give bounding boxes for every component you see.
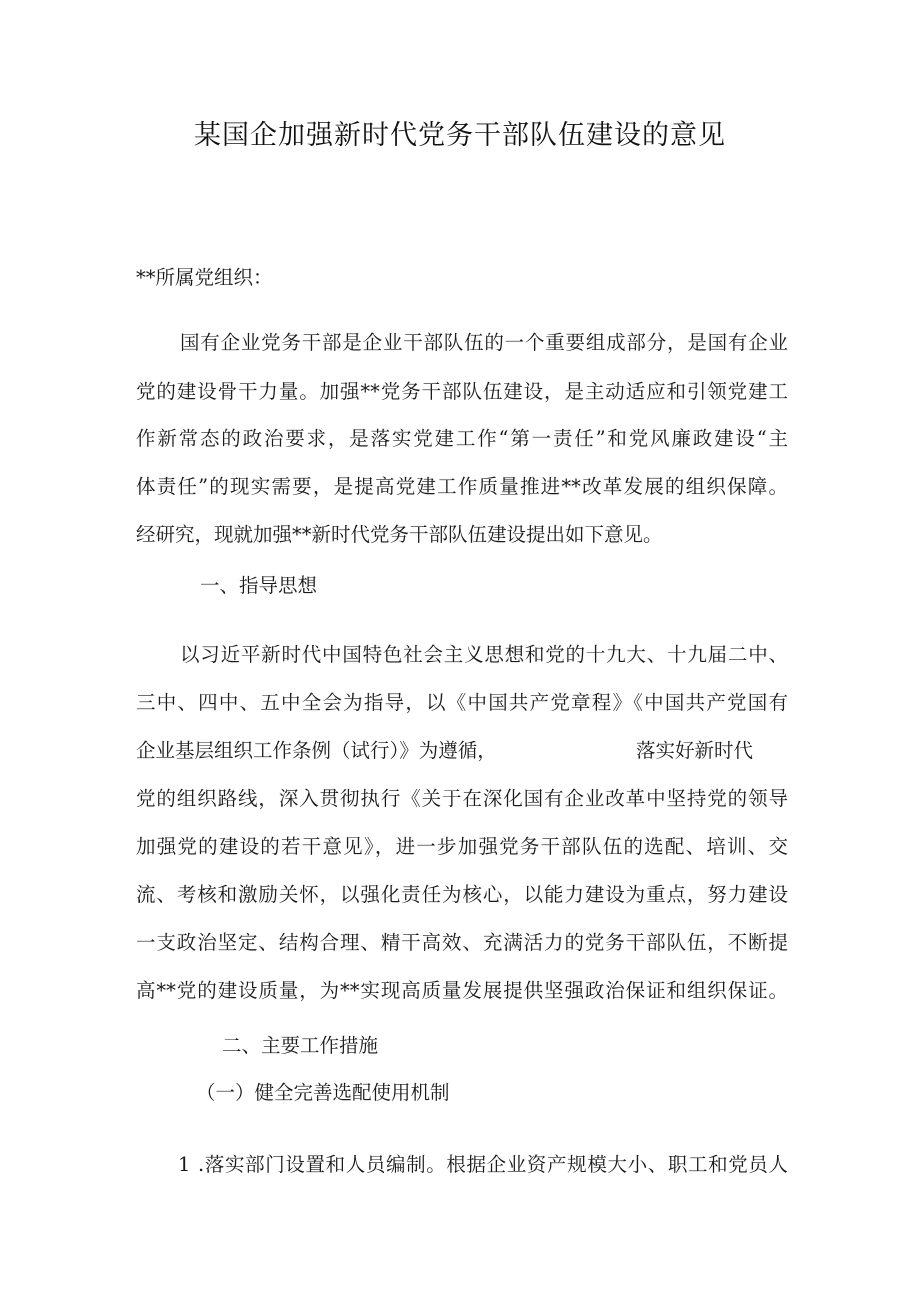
section1-line-7: 一支政治坚定、结构合理、精干高效、充满活力的党务干部队伍，不断提 [136, 931, 788, 954]
section1-line-4: 党的组织路线，深入贯彻执行《关于在深化国有企业改革中坚持党的领导 [136, 787, 788, 810]
intro-line-4: 体责任”的现实需要，是提高党建工作质量推进**改革发展的组织保障。 [136, 475, 788, 498]
item-1-number: 1 [178, 1153, 191, 1176]
salutation: **所属党组织： [136, 266, 273, 289]
section1-line-1: 以习近平新时代中国特色社会主义思想和党的十九大、十九届二中、 [180, 643, 788, 666]
section1-line-2: 三中、四中、五中全会为指导，以《中国共产党章程》《中国共产党国有 [136, 691, 788, 714]
section-heading-guiding-ideology: 一、指导思想 [200, 574, 318, 597]
intro-line-5: 经研究，现就加强**新时代党务干部队伍建设提出如下意见。 [136, 523, 663, 546]
section1-line-5: 加强党的建设的若干意见》，进一步加强党务干部队伍的选配、培训、交 [136, 835, 788, 858]
intro-line-1: 国有企业党务干部是企业干部队伍的一个重要组成部分，是国有企业 [180, 331, 788, 354]
section-heading-main-measures: 二、主要工作措施 [222, 1034, 379, 1057]
section1-line-8: 高**党的建设质量，为**实现高质量发展提供坚强政治保证和组织保证。 [136, 979, 788, 1002]
intro-line-2: 党的建设骨干力量。加强**党务干部队伍建设，是主动适应和引领党建工 [136, 380, 788, 403]
section1-line-3a: 企业基层组织工作条例（试行）》为遵循， [136, 739, 497, 762]
section1-line-3b: 落实好新时代 [636, 739, 754, 762]
item-1-text: .落实部门设置和人员编制。根据企业资产规模大小、职工和党员人 [198, 1153, 788, 1176]
subsection-heading-selection-mechanism: （一）健全完善选配使用机制 [196, 1081, 450, 1104]
intro-line-3: 作新常态的政治要求，是落实党建工作“第一责任”和党风廉政建设“主 [136, 427, 788, 450]
section1-line-6: 流、考核和激励关怀，以强化责任为核心，以能力建设为重点，努力建设 [136, 883, 788, 906]
document-title: 某国企加强新时代党务干部队伍建设的意见 [194, 120, 726, 151]
